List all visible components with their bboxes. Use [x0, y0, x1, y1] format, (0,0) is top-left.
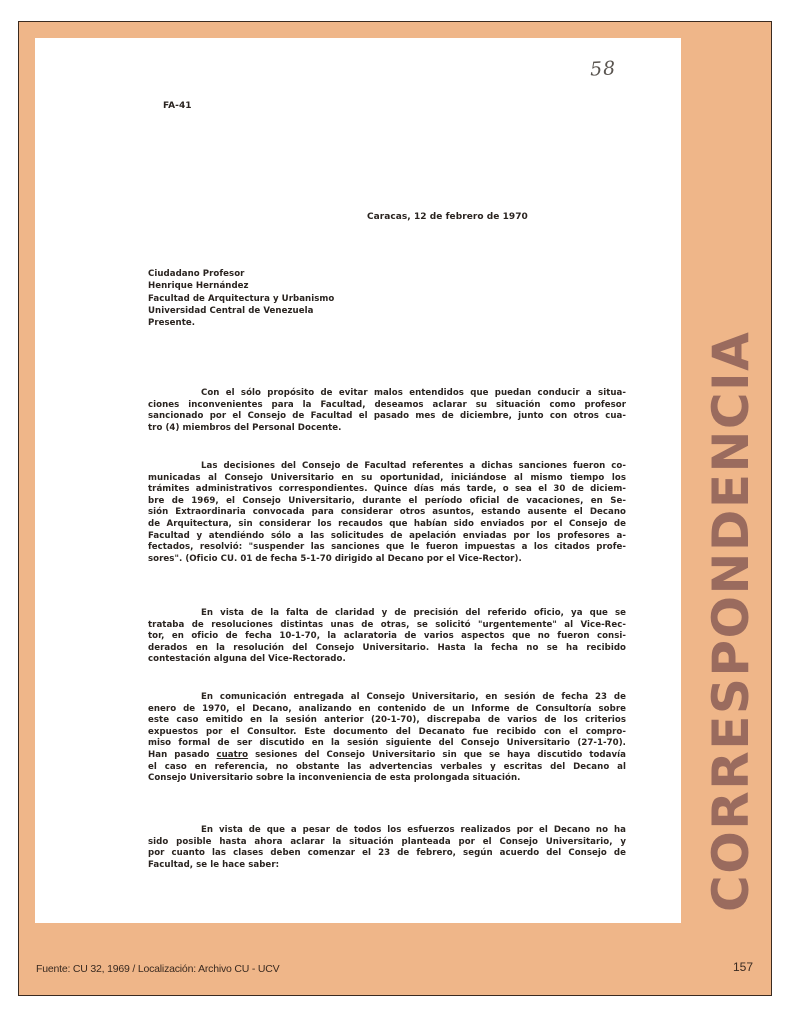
paragraph-line: contestación alguna del Vice-Rectorado. [148, 654, 346, 665]
paragraph-line: enero de 1970, el Decano, analizando en contenido de un Informe de Consultoría sobre [148, 703, 626, 714]
footer-source-citation: Fuente: CU 32, 1969 / Localización: Archivo CU - UCV [36, 963, 280, 975]
letter-reference: FA-41 [163, 101, 192, 111]
paragraph-line: expuestos por el Consultor. Este documento del Decanato fue recibido con el compro- [148, 726, 626, 737]
paragraph-line: Las decisiones del Consejo de Facultad referentes a dichas sanciones fueron co- [201, 461, 626, 471]
paragraph-line: por cuanto las clases deben comenzar el 23 de febrero, según acuerdo del Consejo de [148, 848, 626, 859]
paragraph-line: Consejo Universitario sobre la inconveniencia de esta prolongada situación. [148, 773, 521, 784]
addressee-line: Facultad de Arquitectura y Urbanismo [148, 293, 335, 304]
paragraph-line: el caso en referencia, no obstante las advertencias verbales y escritas del Decano al [148, 761, 626, 772]
paragraph-line: sores". (Oficio CU. 01 de fecha 5-1-70 dirigido al Decano por el Vice-Rector). [148, 553, 522, 564]
paragraph-line: de Arquitectura, sin considerar los recaudos que habían sido enviados por el Consejo de [148, 518, 626, 529]
section-title-vertical: CORRESPONDENCIA [702, 330, 760, 912]
addressee-line: Henrique Hernández [148, 281, 249, 292]
letter-paragraph-4 [148, 692, 626, 785]
paragraph-line: En vista de la falta de claridad y de precisión del referido oficio, ya que se [201, 608, 626, 618]
paragraph-line: trataba de resoluciones distintas unas de otras, se solicitó "urgentemente" al Vice-Rec- [148, 619, 626, 630]
paragraph-line: Facultad y atendiéndo sólo a las solicitudes de apelación enviadas por los profesores a- [148, 530, 626, 541]
paragraph-line: Con el sólo propósito de evitar malos entendidos que puedan conducir a situa- [201, 388, 626, 398]
paragraph-line: tro (4) miembros del Personal Docente. [148, 422, 342, 433]
handwritten-page-number: 58 [589, 57, 617, 81]
letter-date: Caracas, 12 de febrero de 1970 [367, 212, 528, 222]
letter-addressee [148, 268, 334, 329]
paragraph-line: Facultad, se le hace saber: [148, 859, 280, 870]
paragraph-line: derados en la resolución del Consejo Universitario. Hasta la fecha no se ha recibido [148, 642, 626, 653]
footer-page-number: 157 [733, 960, 754, 974]
paragraph-line: trámites administrativos correspondientes. Quince días más tarde, o sea el 30 de diciem- [148, 484, 626, 495]
paragraph-line: En vista de que a pesar de todos los esfuerzos realizados por el Decano no ha [201, 825, 626, 835]
paragraph-line: sido posible hasta ahora aclarar la situación planteada por el Consejo Universitario, y [148, 836, 626, 847]
paragraph-line: municadas al Consejo Universitario en su oportunidad, iniciándose al mismo tiempo los [148, 472, 626, 483]
underlined-word: cuatro [216, 749, 249, 760]
letter-paragraph-2 [148, 461, 626, 565]
letter-paragraph-5 [148, 825, 626, 871]
addressee-line: Ciudadano Profesor [148, 269, 245, 279]
letter-paragraph-1 [148, 388, 626, 434]
paragraph-line: sancionado por el Consejo de Facultad el pasado mes de diciembre, junto con otros cua- [148, 411, 626, 422]
paragraph-line-with-underline [148, 750, 626, 762]
paragraph-line: tor, en oficio de fecha 10-1-70, la aclaratoria de varios aspectos que no fueron consi- [148, 631, 626, 642]
addressee-line: Universidad Central de Venezuela [148, 305, 314, 316]
addressee-line: Presente. [148, 318, 196, 329]
text-segment: Han pasado [148, 749, 217, 760]
paragraph-line: fectados, resolvió: "suspender las sanciones que le fueron impuestas a los citados profe- [148, 542, 626, 553]
paragraph-line: bre de 1969, el Consejo Universitario, durante el período oficial de vacaciones, en Se- [148, 495, 626, 506]
letter-paragraph-3 [148, 608, 626, 666]
paragraph-line: ciones inconvenientes para la Facultad, deseamos aclarar su situación como profesor [148, 399, 626, 410]
paragraph-line: En comunicación entregada al Consejo Universitario, en sesión de fecha 23 de [201, 692, 626, 702]
paragraph-line: este caso emitido en la sesión anterior (20-1-70), discrepaba de varios de los criterios [148, 715, 626, 726]
paragraph-line: sión Extraordinaria convocada para considerar otros asuntos, estando ausente el Decano [148, 507, 626, 518]
paragraph-line: miso formal de ser discutido en la sesión siguiente del Consejo Universitario (27-1-70). [148, 738, 626, 749]
text-segment: sesiones del Consejo Universitario sin que se haya discutido todavía [248, 749, 626, 760]
